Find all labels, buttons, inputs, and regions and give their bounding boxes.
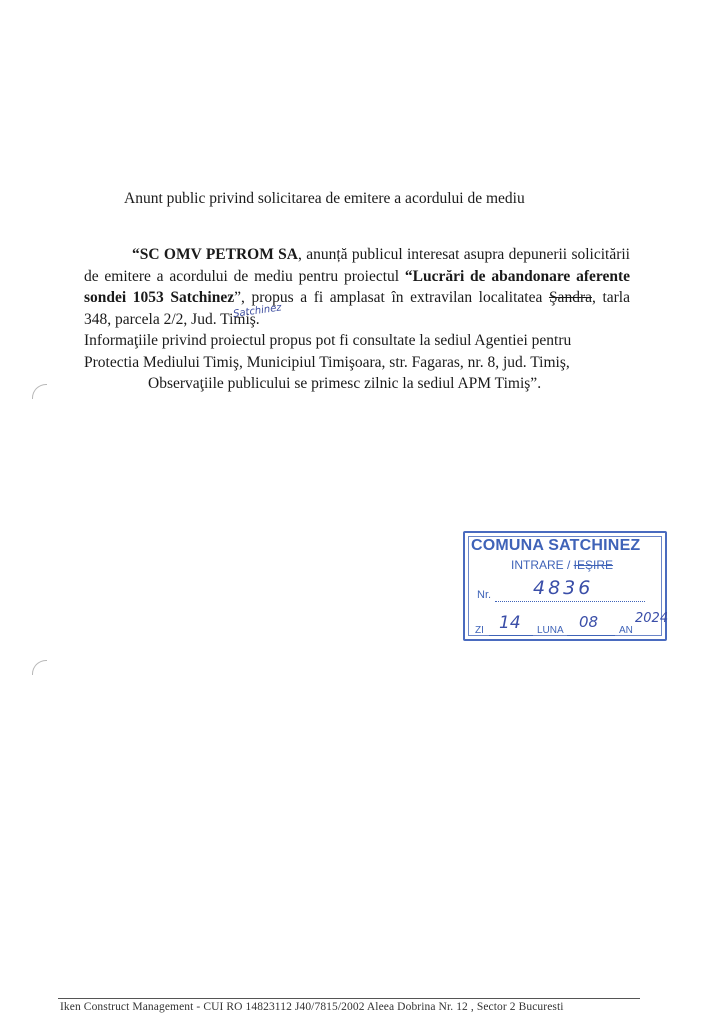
stamp-year-value: 2024 — [635, 611, 669, 626]
stamp-day-line — [489, 635, 533, 636]
observations-line: Observaţiile publicului se primesc zilnic la sediul APM Timiş”. — [148, 375, 542, 392]
punch-hole-mark — [32, 384, 47, 399]
stamp-io-label — [511, 558, 613, 572]
project-name: “Lucrări de abandonare aferente sondei 1053 Satchinez — [84, 267, 631, 306]
stamp-io-intrare: INTRARE / — [511, 558, 574, 572]
stamp-month-line — [567, 635, 615, 636]
stamp-nr-value: 4836 — [533, 577, 594, 599]
stamp-day-value: 14 — [499, 613, 521, 633]
announcement-text-1: , anunță publicul interesat asupra depunerii solicitării de emitere a acordului de mediu pentru proiectul — [84, 246, 630, 285]
stamp-zi-label: ZI — [475, 625, 484, 636]
announcement-text-3: , tarla 348, parcela 2/2, Jud. Timiş. — [84, 289, 630, 328]
stamp-luna-label: LUNA — [537, 625, 564, 636]
stamp-month-value: 08 — [579, 613, 599, 631]
announcement-paragraph — [84, 244, 630, 330]
info-line-2: Protectia Mediului Timiş, Municipiul Timişoara, str. Fagaras, nr. 8, jud. Timiş, — [84, 353, 570, 371]
announcement-body — [84, 244, 630, 395]
registration-stamp — [463, 531, 667, 641]
company-name: “SC OMV PETROM SA — [132, 246, 298, 263]
stamp-an-label: AN — [619, 625, 633, 636]
stamp-commune-name: COMUNA SATCHINEZ — [471, 537, 641, 554]
stamp-date-row — [475, 611, 669, 637]
handwritten-correction: Satchinez — [232, 302, 283, 320]
info-line-1: Informaţiile privind proiectul propus pot fi consultate la sediul Agentiei pentru — [84, 332, 572, 349]
punch-hole-mark — [32, 660, 47, 675]
document-title: Anunt public privind solicitarea de emitere a acordului de mediu — [124, 190, 525, 207]
struck-locality: Şandra — [548, 289, 592, 306]
footer-text: Iken Construct Management - CUI RO 14823112 J40/7815/2002 Aleea Dobrina Nr. 12 , Sector 2 Bucuresti — [60, 1001, 564, 1013]
stamp-nr-label: Nr. — [477, 589, 492, 601]
announcement-text-2: ”, propus a fi amplasat în extravilan localitatea — [234, 289, 549, 306]
stamp-nr-line — [495, 601, 645, 602]
stamp-io-iesire: IEŞIRE — [573, 558, 614, 572]
footer-divider — [58, 998, 640, 999]
